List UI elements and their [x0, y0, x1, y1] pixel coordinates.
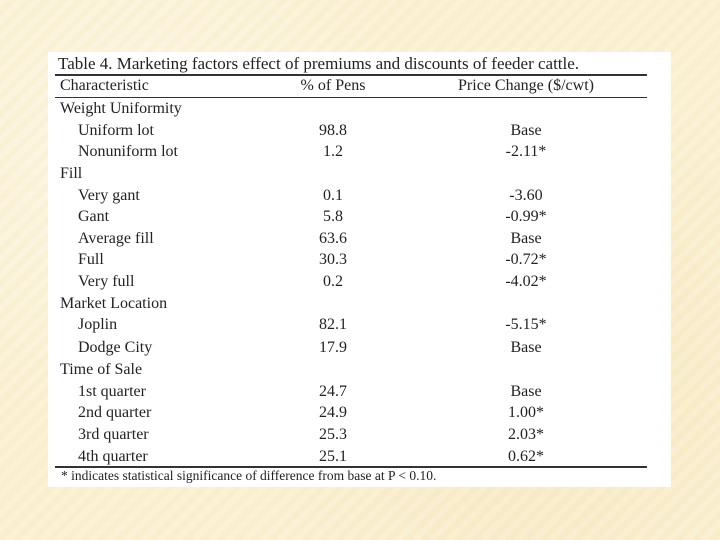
row-label: Nonuniform lot — [78, 143, 178, 160]
row-label: Uniform lot — [78, 122, 154, 139]
group-label: Time of Sale — [60, 361, 143, 378]
price-cell: -4.02* — [505, 273, 547, 290]
price-cell: 2.03* — [508, 426, 544, 443]
price-cell: -0.99* — [505, 208, 547, 225]
header-characteristic: Characteristic — [60, 77, 149, 94]
table-card — [48, 52, 671, 487]
row-label: 4th quarter — [78, 448, 148, 465]
row-label: Full — [78, 251, 104, 268]
header-price-change: Price Change ($/cwt) — [458, 77, 594, 94]
row-label: 1st quarter — [78, 383, 146, 400]
pct-cell: 24.9 — [319, 404, 347, 421]
price-cell: 0.62* — [508, 448, 544, 465]
pct-cell: 0.1 — [323, 187, 343, 204]
row-label: 2nd quarter — [78, 404, 152, 421]
pct-cell: 25.1 — [319, 448, 347, 465]
pct-cell: 63.6 — [319, 230, 347, 247]
pct-cell: 98.8 — [319, 122, 347, 139]
price-cell: -0.72* — [505, 251, 547, 268]
row-label: Very gant — [78, 187, 140, 204]
group-label: Weight Uniformity — [60, 100, 182, 117]
price-cell: -2.11* — [505, 143, 547, 160]
group-label: Fill — [60, 165, 83, 182]
price-cell: -5.15* — [505, 316, 547, 333]
row-label: 3rd quarter — [78, 426, 149, 443]
price-cell: 1.00* — [508, 404, 544, 421]
pct-cell: 17.9 — [319, 339, 347, 356]
row-label: Dodge City — [78, 339, 153, 356]
header-pct-pens: % of Pens — [300, 77, 366, 94]
row-label: Average fill — [78, 230, 154, 247]
pct-cell: 25.3 — [319, 426, 347, 443]
row-label: Gant — [78, 208, 110, 225]
price-cell: -3.60 — [509, 187, 543, 204]
price-cell: Base — [510, 122, 542, 139]
price-cell: Base — [510, 339, 542, 356]
header-rule — [55, 97, 647, 98]
top-rule — [55, 74, 647, 76]
price-cell: Base — [510, 230, 542, 247]
row-label: Very full — [78, 273, 135, 290]
pct-cell: 1.2 — [323, 143, 343, 160]
pct-cell: 24.7 — [319, 383, 347, 400]
table-caption: Table 4. Marketing factors effect of premiums and discounts of feeder cattle. — [58, 54, 580, 73]
group-label: Market Location — [60, 295, 168, 312]
pct-cell: 0.2 — [323, 273, 343, 290]
pct-cell: 30.3 — [319, 251, 347, 268]
pct-cell: 82.1 — [319, 316, 347, 333]
pct-cell: 5.8 — [323, 208, 343, 225]
price-cell: Base — [510, 383, 542, 400]
table-footnote: * indicates statistical significance of difference from base at P < 0.10. — [61, 468, 437, 483]
row-label: Joplin — [78, 316, 118, 333]
